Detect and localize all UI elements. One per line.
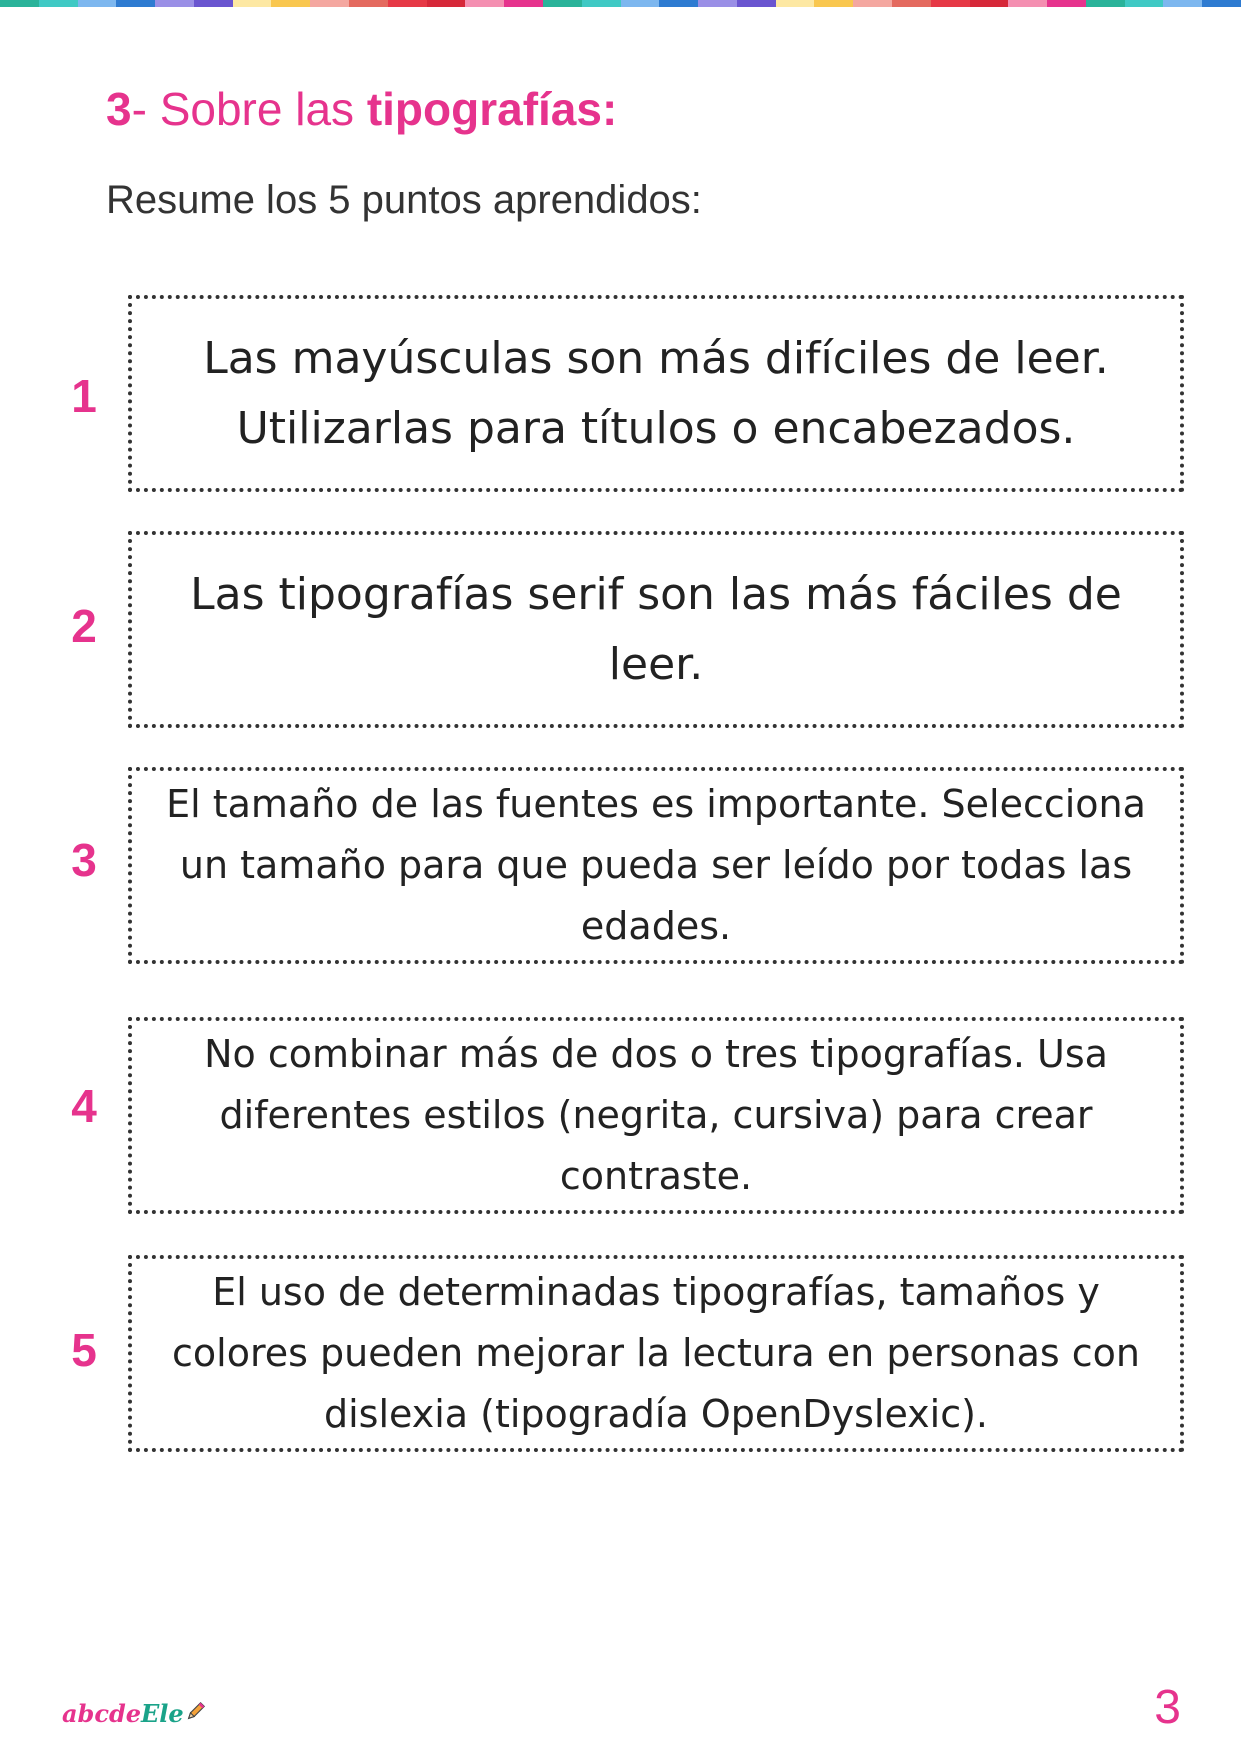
stripe-segment (388, 0, 427, 7)
pencil-icon (185, 1700, 207, 1722)
point-box-4 (128, 1017, 1184, 1214)
top-color-stripe (0, 0, 1241, 7)
section-heading (106, 78, 617, 140)
point-box-5 (128, 1255, 1184, 1452)
stripe-segment (543, 0, 582, 7)
stripe-segment (698, 0, 737, 7)
stripe-segment (1202, 0, 1241, 7)
point-number-2: 2 (71, 600, 97, 652)
stripe-segment (504, 0, 543, 7)
stripe-segment (427, 0, 466, 7)
stripe-segment (194, 0, 233, 7)
point-box-1 (128, 295, 1184, 492)
logo-text-part2: Ele (141, 1699, 184, 1728)
stripe-segment (931, 0, 970, 7)
stripe-segment (582, 0, 621, 7)
point-number-1: 1 (71, 370, 97, 422)
stripe-segment (155, 0, 194, 7)
stripe-segment (1086, 0, 1125, 7)
stripe-segment (465, 0, 504, 7)
stripe-segment (853, 0, 892, 7)
stripe-segment (1008, 0, 1047, 7)
stripe-segment (814, 0, 853, 7)
stripe-segment (892, 0, 931, 7)
point-text-3: El tamaño de las fuentes es importante. Selecciona un tamaño para que pueda ser leído por todas las edades. (166, 782, 1146, 948)
stripe-segment (39, 0, 78, 7)
stripe-segment (116, 0, 155, 7)
stripe-segment (621, 0, 660, 7)
section-heading-prefix: - Sobre las (131, 83, 367, 135)
point-text-2: Las tipografías serif son las más fáciles de leer. (190, 568, 1122, 690)
logo-text (62, 1699, 184, 1728)
point-number-3: 3 (71, 834, 97, 886)
stripe-segment (233, 0, 272, 7)
point-number-5: 5 (71, 1324, 97, 1376)
stripe-segment (970, 0, 1009, 7)
stripe-segment (1125, 0, 1164, 7)
brand-logo (62, 1688, 207, 1728)
section-heading-bold: tipografías: (366, 83, 618, 135)
point-text-5: El uso de determinadas tipografías, tamaños y colores pueden mejorar la lectura en personas con dislexia (tipogradía OpenDyslexic). (172, 1270, 1140, 1436)
point-text-4: No combinar más de dos o tres tipografías. Usa diferentes estilos (negrita, cursiva) para crear contraste. (204, 1032, 1108, 1198)
point-number-4: 4 (71, 1080, 97, 1132)
stripe-segment (349, 0, 388, 7)
stripe-segment (776, 0, 815, 7)
stripe-segment (1047, 0, 1086, 7)
stripe-segment (737, 0, 776, 7)
stripe-segment (1163, 0, 1202, 7)
stripe-segment (659, 0, 698, 7)
logo-text-part1: abcde (62, 1699, 141, 1728)
stripe-segment (310, 0, 349, 7)
point-box-3 (128, 767, 1184, 964)
point-box-2 (128, 531, 1184, 728)
stripe-segment (0, 0, 39, 7)
stripe-segment (271, 0, 310, 7)
stripe-segment (78, 0, 117, 7)
section-number: 3 (106, 83, 132, 135)
instruction-text: Resume los 5 puntos aprendidos: (106, 178, 702, 222)
page-number: 3 (1154, 1681, 1181, 1734)
point-text-1: Las mayúsculas son más difíciles de leer. Utilizarlas para títulos o encabezados. (203, 332, 1109, 454)
